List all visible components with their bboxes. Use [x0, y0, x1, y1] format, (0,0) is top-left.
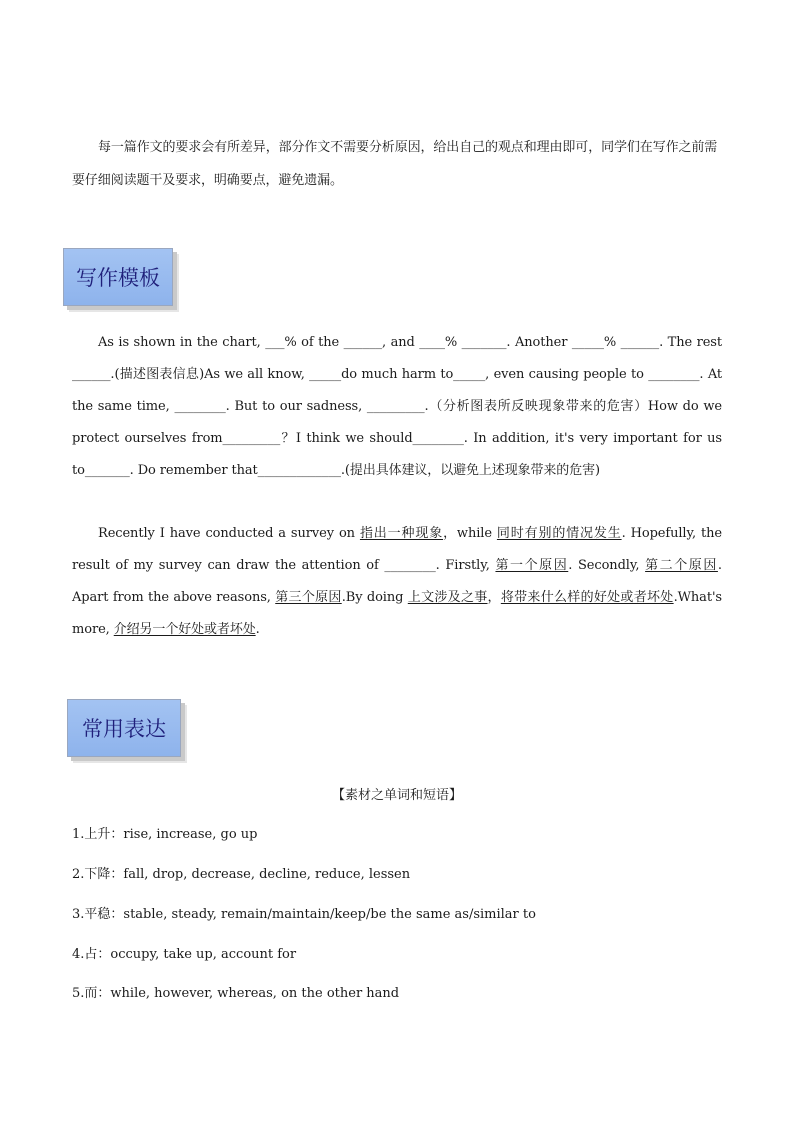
- template-text: How do we protect ourselves from_________？I think we should________. In addition, it's very important for us to_______. Do remember that_____________.: [72, 399, 723, 478]
- blank-phrase: 第二个原因: [645, 558, 718, 573]
- template-text: .What's more,: [72, 590, 722, 637]
- template-text: .: [255, 622, 260, 637]
- blank-phrase: 同时有别的情况发生: [496, 526, 622, 541]
- list-item: [72, 946, 296, 964]
- list-item-text: occupy, take up, account for: [110, 947, 297, 962]
- blank-phrase: 第一个原因: [495, 558, 569, 573]
- list-item-text: while, however, whereas, on the other hand: [110, 986, 400, 1001]
- template-text: As is shown in the chart, ___% of the ______, and ____% _______. Another _____% ______. The rest ______.: [72, 335, 722, 382]
- template-paragraph-2: [72, 518, 722, 646]
- blank-phrase: 上文涉及之事: [407, 590, 488, 605]
- list-item: [72, 866, 410, 884]
- list-item-text: fall, drop, decrease, decline, reduce, lessen: [123, 867, 411, 882]
- template-text: ，while: [443, 526, 497, 541]
- template-text: .By doing: [341, 590, 408, 605]
- template-text: . Hopefully, the result of my survey can draw the attention of ________. Firstly,: [72, 526, 723, 573]
- template-text: Recently I have conducted a survey on: [98, 526, 360, 541]
- template-paragraph-1: [72, 327, 722, 487]
- intro-paragraph: 每一篇作文的要求会有所差异，部分作文不需要分析原因，给出自己的观点和理由即可，同学们在写作之前需要仔细阅读题干及要求，明确要点，避免遗漏。: [72, 140, 718, 188]
- template-text: . Apart from the above reasons,: [72, 558, 722, 605]
- list-item-text: rise, increase, go up: [123, 827, 258, 842]
- template-note: （分析图表所反映现象带来的危害）: [428, 399, 648, 414]
- template-note: (描述图表信息): [114, 367, 205, 382]
- list-item-label: 5.而：: [72, 986, 111, 1001]
- template-text: As we all know, _____do much harm to_____, even causing people to ________. At the same time, ________. But to our sadness, _________.: [72, 367, 723, 414]
- list-item-label: 3.平稳：: [72, 907, 124, 922]
- list-item: [72, 985, 399, 1003]
- list-item: [72, 906, 536, 924]
- list-item-label: 2.下降：: [72, 867, 124, 882]
- section-heading-common-expressions: 常用表达: [67, 699, 181, 757]
- list-item-text: stable, steady, remain/maintain/keep/be the same as/similar to: [123, 907, 536, 922]
- blank-phrase: 指出一种现象: [359, 526, 444, 541]
- material-heading: 【素材之单词和短语】: [331, 788, 462, 803]
- template-text: ，: [487, 590, 501, 605]
- template-text: . Secondly,: [568, 558, 646, 573]
- list-item: [72, 826, 257, 844]
- list-item-label: 1.上升：: [72, 827, 124, 842]
- blank-phrase: 介绍另一个好处或者坏处: [113, 622, 256, 637]
- section-heading-writing-template: 写作模板: [63, 248, 173, 306]
- template-note: (提出具体建议，以避免上述现象带来的危害): [344, 463, 600, 478]
- blank-phrase: 将带来什么样的好处或者坏处: [500, 590, 674, 605]
- blank-phrase: 第三个原因: [275, 590, 342, 605]
- list-item-label: 4.占：: [72, 947, 111, 962]
